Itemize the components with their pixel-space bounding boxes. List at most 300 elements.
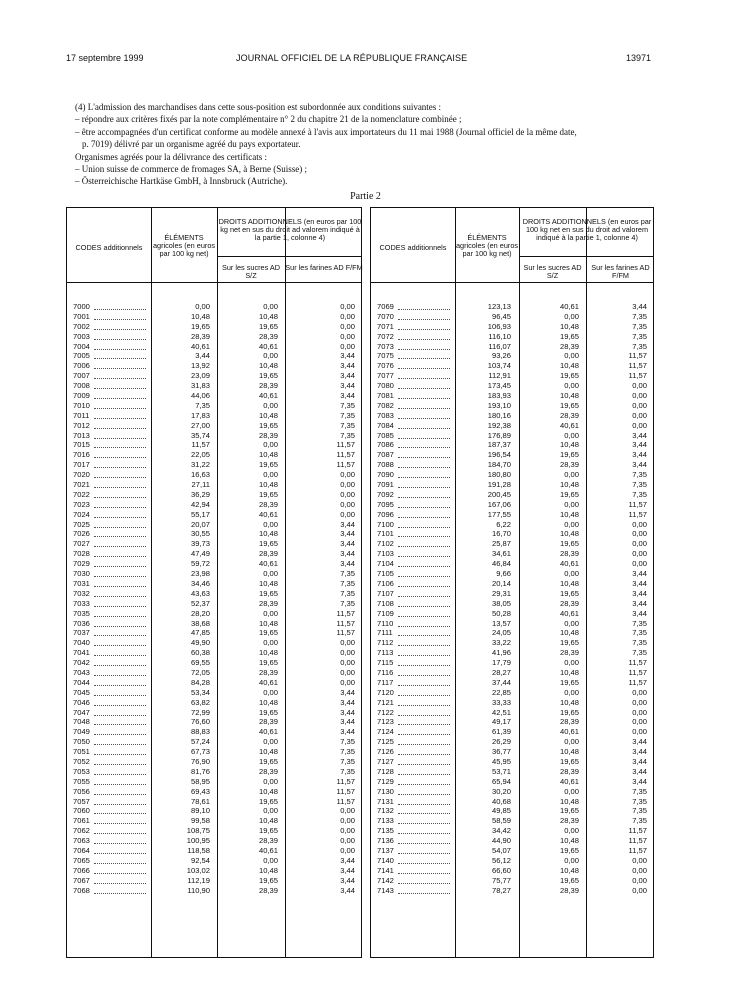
sucres-cell: 28,39 [559,341,579,351]
table-row [371,886,653,896]
farines-cell: 0,00 [632,687,647,697]
farines-cell: 0,00 [632,707,647,717]
farines-cell: 0,00 [340,341,355,351]
sucres-cell: 10,48 [258,311,278,321]
sucres-cell: 10,48 [559,865,579,875]
elements-cell: 16,63 [190,470,210,480]
dot-leader [94,382,146,389]
elements-cell: 112,19 [187,875,210,885]
farines-cell: 3,44 [340,707,355,717]
elements-cell: 63,82 [190,697,210,707]
elements-cell: 89,10 [190,806,210,816]
elements-cell: 28,27 [491,667,511,677]
sucres-cell: 40,61 [258,509,278,519]
code-cell: 7004 [73,341,90,351]
note-line: Organismes agréés pour la délivrance des certificats : [75,151,268,162]
sucres-cell: 10,48 [559,747,579,757]
elements-cell: 19,65 [190,321,210,331]
code-cell: 7003 [73,331,90,341]
farines-cell: 0,00 [632,420,647,430]
dot-leader [94,501,146,508]
elements-cell: 20,14 [491,578,511,588]
dot-leader [94,817,146,824]
dot-leader [398,669,450,676]
elements-cell: 116,07 [488,341,511,351]
sucres-cell: 10,48 [258,361,278,371]
dot-leader [94,451,146,458]
elements-cell: 45,95 [491,756,511,766]
sucres-cell: 0,00 [263,569,278,579]
farines-cell: 7,35 [632,648,647,658]
elements-cell: 13,92 [190,361,210,371]
elements-cell: 184,70 [487,460,511,470]
dot-leader [398,481,450,488]
sucres-cell: 40,61 [258,391,278,401]
dot-leader [94,432,146,439]
code-cell: 7136 [377,836,394,846]
table-row [371,411,653,421]
table-row [371,391,653,401]
elements-cell: 88,83 [190,727,210,737]
farines-cell: 3,44 [340,687,355,697]
sucres-cell: 40,61 [559,420,579,430]
sucres-cell: 0,00 [564,737,579,747]
sucres-cell: 28,39 [258,667,278,677]
farines-cell: 11,57 [336,440,355,450]
header-droits: DROITS ADDITIONNELS (en euros par 100 kg net en sus du droit ad valorem indiqué à la partie 1, colonne 4) [522,217,652,243]
table-row [67,737,361,747]
elements-cell: 30,55 [190,529,210,539]
farines-cell: 3,44 [632,588,647,598]
code-cell: 7073 [377,341,394,351]
table-row [67,500,361,510]
journal-title: JOURNAL OFFICIEL DE LA RÉPUBLIQUE FRANÇAISE [236,53,468,63]
dot-leader [398,511,450,518]
elements-cell: 200,45 [487,489,511,499]
table-row [67,787,361,797]
farines-cell: 3,44 [340,549,355,559]
elements-cell: 173,45 [487,381,511,391]
header-bottom-rule [67,282,361,283]
code-cell: 7030 [73,569,90,579]
sucres-cell: 19,65 [559,539,579,549]
sucres-cell: 19,65 [258,756,278,766]
dot-leader [398,333,450,340]
code-cell: 7135 [377,826,394,836]
elements-cell: 36,29 [190,489,210,499]
code-cell: 7110 [377,618,394,628]
sucres-cell: 10,48 [559,578,579,588]
elements-cell: 76,90 [190,756,210,766]
dot-leader [94,441,146,448]
farines-cell: 11,57 [336,450,355,460]
dot-leader [398,867,450,874]
farines-cell: 3,44 [340,351,355,361]
farines-cell: 11,57 [336,776,355,786]
elements-cell: 65,94 [491,776,511,786]
code-cell: 7061 [73,816,90,826]
code-cell: 7048 [73,717,90,727]
table-row [371,450,653,460]
code-cell: 7115 [377,658,394,668]
dot-leader [94,422,146,429]
dot-leader [94,768,146,775]
code-cell: 7081 [377,391,394,401]
farines-cell: 7,35 [632,321,647,331]
table-row [67,371,361,381]
elements-cell: 192,38 [487,420,511,430]
elements-cell: 46,84 [491,559,511,569]
elements-cell: 34,42 [491,826,511,836]
dot-leader [94,679,146,686]
sucres-cell: 40,61 [559,302,579,311]
table-body [67,302,361,895]
dot-leader [398,402,450,409]
table-row [371,332,653,342]
table-row [67,816,361,826]
code-cell: 7065 [73,855,90,865]
elements-cell: 183,93 [487,391,511,401]
dot-leader [398,827,450,834]
sucres-cell: 10,48 [258,578,278,588]
elements-cell: 116,10 [488,331,511,341]
elements-cell: 28,20 [190,608,210,618]
table-row [371,737,653,747]
farines-cell: 0,00 [632,885,647,895]
dot-leader [94,521,146,528]
farines-cell: 11,57 [628,361,647,371]
farines-cell: 0,00 [340,816,355,826]
table-row [67,698,361,708]
farines-cell: 0,00 [340,470,355,480]
code-cell: 7021 [73,480,90,490]
dot-leader [94,323,146,330]
elements-cell: 33,22 [491,638,511,648]
sucres-cell: 19,65 [559,400,579,410]
dot-leader [94,343,146,350]
sucres-cell: 28,39 [559,549,579,559]
farines-cell: 11,57 [628,351,647,361]
code-cell: 7121 [377,697,394,707]
farines-cell: 3,44 [340,717,355,727]
dot-leader [94,550,146,557]
sucres-cell: 0,00 [564,658,579,668]
sucres-cell: 0,00 [564,826,579,836]
dot-leader [398,392,450,399]
table-row [67,421,361,431]
elements-cell: 47,49 [190,549,210,559]
farines-cell: 3,44 [632,766,647,776]
code-cell: 7013 [73,430,90,440]
farines-cell: 3,44 [632,608,647,618]
farines-cell: 7,35 [340,420,355,430]
elements-cell: 69,55 [190,658,210,668]
sucres-cell: 0,00 [263,440,278,450]
table-row [67,529,361,539]
code-cell: 7133 [377,816,394,826]
sucres-cell: 10,48 [559,509,579,519]
sucres-cell: 19,65 [559,489,579,499]
elements-cell: 23,98 [190,569,210,579]
farines-cell: 7,35 [340,747,355,757]
table-row [371,727,653,737]
elements-cell: 108,75 [186,826,210,836]
table-row [67,619,361,629]
sucres-cell: 10,48 [559,440,579,450]
sucres-cell: 0,00 [263,776,278,786]
dot-leader [398,837,450,844]
farines-cell: 11,57 [336,796,355,806]
code-cell: 7035 [73,608,90,618]
farines-cell: 0,00 [632,717,647,727]
code-cell: 7040 [73,638,90,648]
elements-cell: 34,61 [491,549,511,559]
code-cell: 7075 [377,351,394,361]
dot-leader [94,857,146,864]
code-cell: 7120 [377,687,394,697]
table-row [371,688,653,698]
elements-cell: 3,44 [195,351,210,361]
farines-cell: 7,35 [340,766,355,776]
dot-leader [94,699,146,706]
dot-leader [398,530,450,537]
dot-leader [398,768,450,775]
sucres-cell: 28,39 [559,598,579,608]
elements-cell: 53,34 [190,687,210,697]
dot-leader [398,620,450,627]
farines-cell: 0,00 [340,658,355,668]
table-row [67,579,361,589]
table-row [67,470,361,480]
elements-cell: 81,76 [190,766,210,776]
code-cell: 7066 [73,865,90,875]
table-row [371,549,653,559]
dot-leader [398,659,450,666]
table-row [371,826,653,836]
table-row [67,638,361,648]
code-cell: 7067 [73,875,90,885]
dot-leader [94,372,146,379]
code-cell: 7080 [377,381,394,391]
dot-leader [398,748,450,755]
elements-cell: 112,91 [488,371,511,381]
sucres-cell: 28,39 [258,430,278,440]
table-row [67,381,361,391]
code-cell: 7106 [377,578,394,588]
table-row [67,460,361,470]
table-row [67,332,361,342]
farines-cell: 7,35 [340,410,355,420]
table-row [67,767,361,777]
table-row [67,826,361,836]
note-line: – répondre aux critères fixés par la note complémentaire n° 2 du chapitre 21 de la nomenclature combinée ; [75,114,462,125]
code-cell: 7100 [377,519,394,529]
table-row [371,401,653,411]
code-cell: 7129 [377,776,394,786]
code-cell: 7016 [73,450,90,460]
table-row [371,619,653,629]
sucres-cell: 0,00 [263,302,278,311]
sucres-cell: 19,65 [559,677,579,687]
table-row [67,401,361,411]
dot-leader [398,610,450,617]
table-row [371,381,653,391]
code-cell: 7049 [73,727,90,737]
farines-cell: 0,00 [340,826,355,836]
dot-leader [398,847,450,854]
table-right [370,207,654,958]
farines-cell: 11,57 [628,509,647,519]
elements-cell: 50,28 [491,608,511,618]
farines-cell: 3,44 [340,885,355,895]
sucres-cell: 19,65 [559,707,579,717]
code-cell: 7041 [73,648,90,658]
sucres-cell: 0,00 [263,638,278,648]
sucres-cell: 0,00 [564,618,579,628]
code-cell: 7011 [73,410,90,420]
elements-cell: 42,51 [491,707,511,717]
table-row [371,678,653,688]
sucres-cell: 28,39 [258,836,278,846]
elements-cell: 99,58 [190,816,210,826]
code-cell: 7071 [377,321,394,331]
code-cell: 7062 [73,826,90,836]
table-row [67,391,361,401]
header-elements: ÉLÉMENTS agricoles (en euros par 100 kg net) [152,233,216,259]
table-row [67,539,361,549]
dot-leader [94,827,146,834]
elements-cell: 96,45 [491,311,511,321]
farines-cell: 7,35 [340,430,355,440]
farines-cell: 7,35 [632,816,647,826]
sucres-cell: 19,65 [559,806,579,816]
elements-cell: 42,94 [190,499,210,509]
dot-leader [94,570,146,577]
farines-cell: 3,44 [340,875,355,885]
farines-cell: 3,44 [632,569,647,579]
table-row [67,549,361,559]
dot-leader [94,600,146,607]
elements-cell: 28,39 [190,331,210,341]
code-cell: 7088 [377,460,394,470]
sucres-cell: 19,65 [258,658,278,668]
page-date: 17 septembre 1999 [66,53,144,63]
sucres-cell: 19,65 [559,638,579,648]
code-cell: 7130 [377,786,394,796]
sucres-cell: 0,00 [263,855,278,865]
elements-cell: 118,58 [187,845,210,855]
farines-cell: 7,35 [632,618,647,628]
farines-cell: 3,44 [632,430,647,440]
farines-cell: 3,44 [340,371,355,381]
elements-cell: 78,27 [491,885,511,895]
dot-leader [398,679,450,686]
code-cell: 7116 [377,667,394,677]
dot-leader [94,313,146,320]
dot-leader [398,758,450,765]
farines-cell: 0,00 [632,875,647,885]
farines-cell: 0,00 [632,400,647,410]
elements-cell: 106,93 [487,321,511,331]
table-row [371,539,653,549]
table-row [371,757,653,767]
sucres-cell: 28,39 [258,717,278,727]
sucres-cell: 10,48 [258,786,278,796]
dot-leader [398,649,450,656]
dot-leader [398,887,450,894]
elements-cell: 52,37 [190,598,210,608]
code-cell: 7076 [377,361,394,371]
code-cell: 7070 [377,311,394,321]
code-cell: 7031 [73,578,90,588]
code-cell: 7008 [73,381,90,391]
code-cell: 7069 [377,302,394,311]
table-left [66,207,362,958]
dot-leader [94,718,146,725]
dot-leader [398,738,450,745]
table-row [371,520,653,530]
code-cell: 7083 [377,410,394,420]
dot-leader [398,689,450,696]
table-row [371,609,653,619]
table-row [371,351,653,361]
code-cell: 7024 [73,509,90,519]
table-row [371,648,653,658]
farines-cell: 11,57 [628,826,647,836]
table-row [371,342,653,352]
farines-cell: 0,00 [632,519,647,529]
dot-leader [94,738,146,745]
elements-cell: 36,77 [491,747,511,757]
code-cell: 7132 [377,806,394,816]
table-row [67,589,361,599]
farines-cell: 3,44 [340,519,355,529]
sucres-cell: 19,65 [258,628,278,638]
table-row [371,470,653,480]
table-row [67,717,361,727]
sucres-cell: 19,65 [258,826,278,836]
table-row [67,708,361,718]
elements-cell: 34,46 [190,578,210,588]
farines-cell: 3,44 [632,598,647,608]
code-cell: 7026 [73,529,90,539]
dot-leader [398,807,450,814]
elements-cell: 53,71 [491,766,511,776]
farines-cell: 7,35 [632,311,647,321]
dot-leader [398,303,450,310]
code-cell: 7112 [377,638,394,648]
elements-cell: 66,60 [491,865,511,875]
table-row [67,856,361,866]
code-cell: 7020 [73,470,90,480]
dot-leader [398,422,450,429]
sucres-cell: 19,65 [258,588,278,598]
table-row [371,658,653,668]
table-row [371,460,653,470]
table-row [371,569,653,579]
farines-cell: 0,00 [632,549,647,559]
table-row [67,668,361,678]
elements-cell: 22,85 [491,687,511,697]
farines-cell: 7,35 [632,341,647,351]
elements-cell: 180,80 [487,470,511,480]
elements-cell: 27,11 [191,480,210,490]
dot-leader [94,748,146,755]
sucres-cell: 19,65 [258,707,278,717]
sucres-cell: 28,39 [559,766,579,776]
code-cell: 7000 [73,302,90,311]
elements-cell: 103,74 [487,361,511,371]
